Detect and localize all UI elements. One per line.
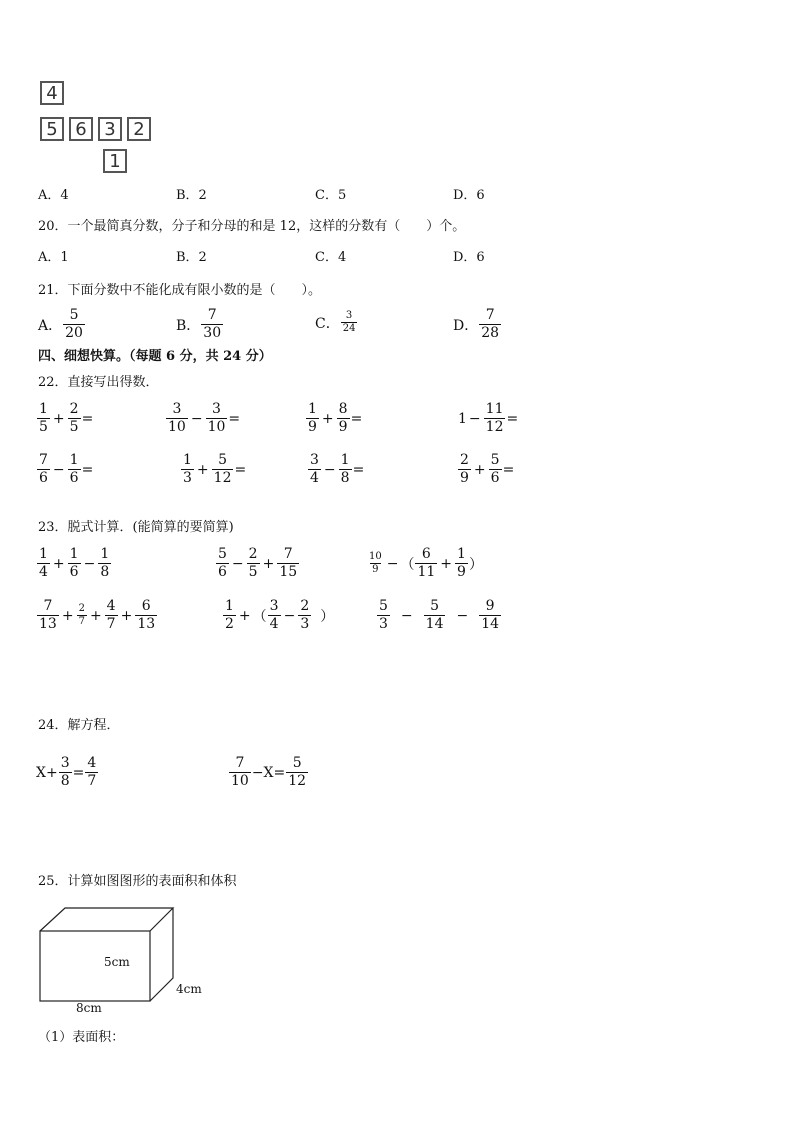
- fraction: $\frac{7}{30}$: [203, 307, 222, 341]
- q22-item-4: 1 − $\frac{11}{12}$ =: [458, 401, 519, 435]
- q20-option-c[interactable]: C．4: [315, 250, 347, 265]
- net-face: 5: [40, 117, 64, 141]
- q23-stem: 23．脱式计算．(能简算的要简算): [38, 520, 234, 535]
- q22-item-7: $\frac{3}{4}$ − $\frac{1}{8}$ =: [310, 452, 365, 486]
- option-label: A．: [38, 317, 63, 334]
- q23-expression-5: $\frac{1}{2}$ + （ $\frac{3}{4}$ − $\frac{2}{3}$ ）: [225, 598, 335, 632]
- q24-equation-2: $\frac{7}{10}$ −X= $\frac{5}{12}$: [231, 755, 307, 789]
- length-label: 8cm: [76, 1001, 102, 1015]
- q19-option-a[interactable]: A．4: [38, 188, 69, 203]
- option-label: B．: [176, 317, 201, 334]
- q25-surface-area-prompt: （1）表面积：: [38, 1030, 125, 1045]
- fraction: $\frac{7}{28}$: [481, 307, 500, 341]
- q20-stem: 20．一个最简真分数，分子和分母的和是 12，这样的分数有（ ）个。: [38, 219, 466, 234]
- q20-option-d[interactable]: D．6: [453, 250, 485, 265]
- option-label: C．: [315, 315, 340, 332]
- q22-item-2: $\frac{3}{10}$ − $\frac{3}{10}$ =: [168, 401, 241, 435]
- cube-net-figure: [40, 81, 165, 179]
- q20-option-a[interactable]: A．1: [38, 250, 69, 265]
- q19-option-d[interactable]: D．6: [453, 188, 485, 203]
- q22-item-3: $\frac{1}{9}$ + $\frac{8}{9}$ =: [308, 401, 363, 435]
- net-face: 2: [127, 117, 151, 141]
- fraction: $\frac{3}{24}$: [342, 310, 356, 334]
- q22-item-1: $\frac{1}{5}$ + $\frac{2}{5}$ =: [39, 401, 94, 435]
- q23-expression-4: $\frac{7}{13}$ + $\frac{2}{7}$ + $\frac{4}{7}$ + $\frac{6}{13}$: [39, 598, 156, 632]
- q22-stem: 22．直接写出得数．: [38, 375, 159, 390]
- net-face-bottom: 1: [103, 149, 127, 173]
- q21-option-b[interactable]: [176, 307, 224, 342]
- q24-equation-1: X+ $\frac{3}{8}$ = $\frac{4}{7}$: [36, 755, 97, 789]
- section-heading: 四、细想快算。（每题 6 分，共 24 分）: [38, 349, 272, 364]
- height-label: 5cm: [104, 955, 130, 969]
- q23-expression-6: $\frac{5}{3}$ − $\frac{5}{14}$ − $\frac{9}{14}$: [379, 598, 500, 632]
- q25-stem: 25．计算如图图形的表面积和体积: [38, 874, 237, 889]
- fraction: $\frac{5}{20}$: [65, 307, 83, 341]
- q22-item-8: $\frac{2}{9}$ + $\frac{5}{6}$ =: [460, 452, 515, 486]
- q24-stem: 24．解方程．: [38, 718, 120, 733]
- q23-expression-3: $\frac{10}{9}$ − （ $\frac{6}{11}$ + $\frac{1}{9}$ ）: [369, 546, 483, 580]
- q22-item-6: $\frac{1}{3}$ + $\frac{5}{12}$ =: [183, 452, 247, 486]
- q23-expression-2: $\frac{5}{6}$ − $\frac{2}{5}$ + $\frac{7}{15}$: [218, 546, 298, 580]
- q20-option-b[interactable]: B．2: [176, 250, 207, 265]
- q21-stem: 21．下面分数中不能化成有限小数的是（ ）。: [38, 283, 322, 298]
- q22-item-5: $\frac{7}{6}$ − $\frac{1}{6}$ =: [39, 452, 94, 486]
- q21-option-a[interactable]: [38, 307, 86, 342]
- q21-option-c[interactable]: [315, 310, 358, 335]
- net-face: 3: [98, 117, 122, 141]
- net-face: 6: [69, 117, 93, 141]
- q23-expression-1: $\frac{1}{4}$ + $\frac{1}{6}$ − $\frac{1}{8}$: [39, 546, 110, 580]
- q21-option-d[interactable]: [453, 307, 502, 342]
- net-face-top: 4: [40, 81, 64, 105]
- q19-option-c[interactable]: C．5: [315, 188, 347, 203]
- q19-option-b[interactable]: B．2: [176, 188, 207, 203]
- width-label: 4cm: [176, 982, 202, 996]
- option-label: D．: [453, 317, 479, 334]
